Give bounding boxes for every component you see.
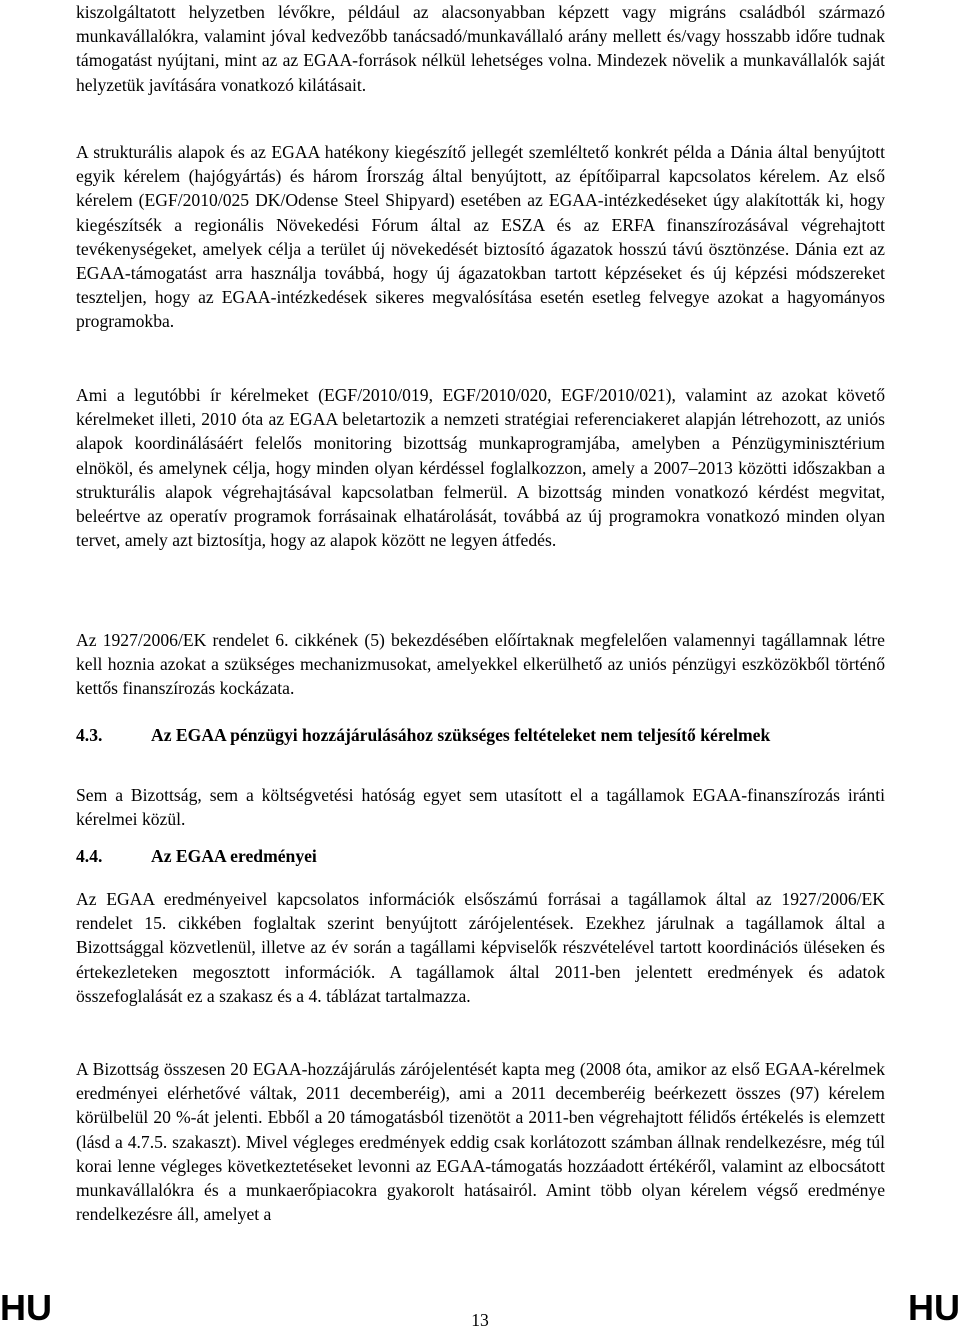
section-heading-4-3 [76,723,885,747]
section-title: Az EGAA pénzügyi hozzájárulásához szükséges feltételeket nem teljesítő kérelmek [151,725,771,745]
page-number: 13 [471,1310,489,1330]
paragraph: Sem a Bizottság, sem a költségvetési hatóság egyet sem utasított el a tagállamok EGAA-finanszírozás iránti kérelmei közül. [76,785,885,830]
paragraph: A Bizottság összesen 20 EGAA-hozzájárulás zárójelentését kapta meg (2008 óta, amikor az első EGAA-kérelmek eredményei elérhetővé váltak, 2011 decemberéig), ami a 2011 decemberéig beérkezett összes (97) kérelem körülbelül 20 %-át jelenti. Ebből a 20 támogatásból tizenötöt a 2011-ben végrehajtott félidős értékelés is elemzett (lásd a 4.7.5. szakaszt). Mivel végleges eredmények eddig csak korlátozott számban állnak rendelkezésre, még túl korai lenne végleges következtetéseket levonni az EGAA-támogatás hozzáadott értékéről, valamint az elbocsátott munkavállalókra és a munkaerőpiacokra gyakorolt hatásairól. Amint több olyan kérelem végső eredménye rendelkezésre áll, amelyet a [76,1059,885,1225]
paragraph: kiszolgáltatott helyzetben lévőkre, például az alacsonyabban képzett vagy migráns családból származó munkavállalókra, valamint jóval kedvezőbb tanácsadó/munkavállaló arány mellett és/vagy hosszabb időre tudnak támogatást nyújtani, mint az az EGAA-források nélkül lehetséges volna. Mindezek növelik a munkavállalók saját helyzetük javítására vonatkozó kilátásait. [76,2,885,95]
paragraph: A strukturális alapok és az EGAA hatékony kiegészítő jellegét szemléltető konkrét példa a Dánia által benyújtott egyik kérelem (hajógyártás) és három Írország által benyújtott, az építőiparral kapcsolatos kérelem. Az első kérelem (EGF/2010/025 DK/Odense Steel Shipyard) esetében az EGAA-intézkedéseket úgy alakították ki, hogy kiegészítsék a regionális Növekedési Fórum által az ESZA és az ERFA finanszírozásával végrehajtott tevékenységeket, amelyek célja a terület új növekedését biztosító ágazatok hosszú távú ösztönzése. Dánia ezt az EGAA-támogatást arra használja továbbá, hogy új ágazatokban tartott képzéseket és új képzési módszereket teszteljen, hogy az EGAA-intézkedések sikeres megvalósítása esetén esetleg felvegye azokat a hagyományos programokba. [76,142,885,332]
paragraph: Ami a legutóbbi ír kérelmeket (EGF/2010/019, EGF/2010/020, EGF/2010/021), valamint az azokat követő kérelmeket illeti, 2010 óta az EGAA beletartozik a nemzeti stratégiai referenciakeret alapján létrehozott, az uniós alapok koordinálásáért felelős monitoring bizottság munkaprogramjába, amelyben a Pénzügyminisztérium elnököl, és amelynek célja, hogy minden olyan kérdéssel foglalkozzon, amely a 2007–2013 közötti időszakban a strukturális alapok végrehajtásával kapcsolatban felmerül. A bizottság minden vonatkozó kérdést megvitat, beleértve az operatív programok forrásainak elhatárolását, továbbá az új programokra vonatkozó minden olyan tervet, amely azt biztosítja, hogy az alapok között ne legyen átfedés. [76,385,885,551]
section-number: 4.3. [76,725,103,745]
paragraph: Az 1927/2006/EK rendelet 6. cikkének (5) bekezdésében előírtaknak megfelelően valamennyi tagállamnak létre kell hoznia azokat a szükséges mechanizmusokat, amelyekkel elkerülhető az uniós pénzügyi eszközökből történő kettős finanszírozás kockázata. [76,630,885,699]
section-title: Az EGAA eredményei [151,846,317,866]
section-number: 4.4. [76,846,103,866]
paragraph: Az EGAA eredményeivel kapcsolatos információk elsőszámú forrásai a tagállamok által az 1927/2006/EK rendelet 15. cikkében foglaltak szerint benyújtott zárójelentések. Ezekhez járulnak a tagállamok által a Bizottsággal közvetlenül, illetve az év során a tagállami képviselők részvételével tartott koordinációs üléseken és értekezleteken megosztott információk. A tagállamok által 2011-ben jelentett eredmények és adatok összefoglalását ez a szakasz és a 4. táblázat tartalmazza. [76,889,885,1006]
section-heading-4-4 [76,844,885,868]
footer-language-code-left: HU [0,1287,52,1328]
footer-language-code-right: HU [908,1287,960,1328]
